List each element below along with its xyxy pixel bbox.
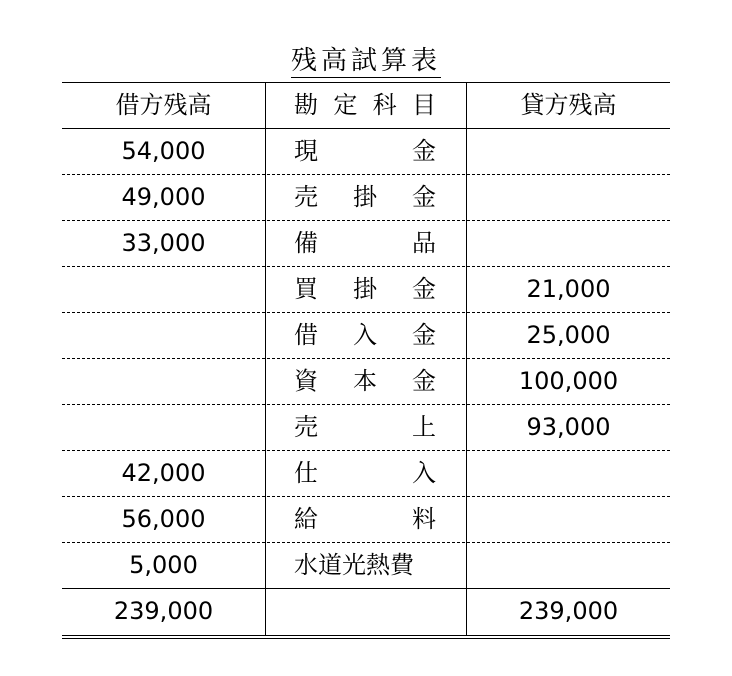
page-title: 残高試算表: [290, 46, 441, 76]
account-char: 金: [412, 183, 436, 211]
header-account: [294, 82, 436, 128]
account-char: 売: [294, 413, 318, 441]
account-char: 給: [294, 505, 318, 533]
row-credit-value: [467, 220, 670, 266]
row-debit-value: [62, 312, 265, 358]
account-char: 料: [412, 505, 436, 533]
account-text: 水道光熱費: [294, 551, 414, 579]
account-char: 掛: [353, 183, 377, 211]
account-char: 現: [294, 137, 318, 165]
account-char: 掛: [353, 275, 377, 303]
row-account-name: [294, 266, 436, 312]
row-credit-value: [467, 542, 670, 588]
row-debit-value: 5,000: [129, 551, 198, 579]
row-account-name: [294, 312, 436, 358]
account-char: 買: [294, 275, 318, 303]
row-account-name: [294, 128, 436, 174]
row-credit-value: [467, 128, 670, 174]
row-account-name: [294, 496, 436, 542]
account-char: 金: [412, 137, 436, 165]
account-char: 備: [294, 229, 318, 257]
account-char: 資: [294, 367, 318, 395]
account-char: 上: [412, 413, 436, 441]
account-char: 金: [412, 367, 436, 395]
account-char: 品: [412, 229, 436, 257]
row-account-name: [294, 404, 436, 450]
row-account-name: [294, 358, 436, 404]
row-debit-value: 54,000: [121, 137, 206, 165]
row-debit-value: 42,000: [121, 459, 206, 487]
trial-balance-table: [62, 82, 670, 642]
row-account-name: [294, 450, 436, 496]
total-debit: 239,000: [113, 597, 214, 625]
header-debit: 借方残高: [115, 91, 212, 119]
row-debit-value: 33,000: [121, 229, 206, 257]
row-debit-value: 49,000: [121, 183, 206, 211]
row-credit-value: [467, 450, 670, 496]
account-char: 本: [353, 367, 377, 395]
account-char: 売: [294, 183, 318, 211]
header-account-char: 科: [372, 91, 397, 119]
double-bottom-rule: [62, 635, 670, 639]
account-char: 金: [412, 321, 436, 349]
account-char: 借: [294, 321, 318, 349]
account-char: 入: [412, 459, 436, 487]
row-credit-value: 100,000: [518, 367, 619, 395]
row-credit-value: 21,000: [526, 275, 611, 303]
account-char: 仕: [294, 459, 318, 487]
row-debit-value: [62, 404, 265, 450]
total-credit: 239,000: [518, 597, 619, 625]
header-account-char: 勘: [294, 91, 318, 119]
header-account-char: 定: [333, 91, 358, 119]
row-credit-value: 25,000: [526, 321, 611, 349]
row-credit-value: [467, 174, 670, 220]
row-debit-value: 56,000: [121, 505, 206, 533]
header-credit: 貸方残高: [520, 91, 617, 119]
row-debit-value: [62, 358, 265, 404]
header-account-char: 目: [411, 91, 436, 119]
row-account-name: [294, 220, 436, 266]
row-account-name: [294, 174, 436, 220]
row-credit-value: [467, 496, 670, 542]
account-char: 入: [353, 321, 377, 349]
account-char: 金: [412, 275, 436, 303]
row-debit-value: [62, 266, 265, 312]
row-credit-value: 93,000: [526, 413, 611, 441]
row-account-name: [294, 542, 436, 588]
